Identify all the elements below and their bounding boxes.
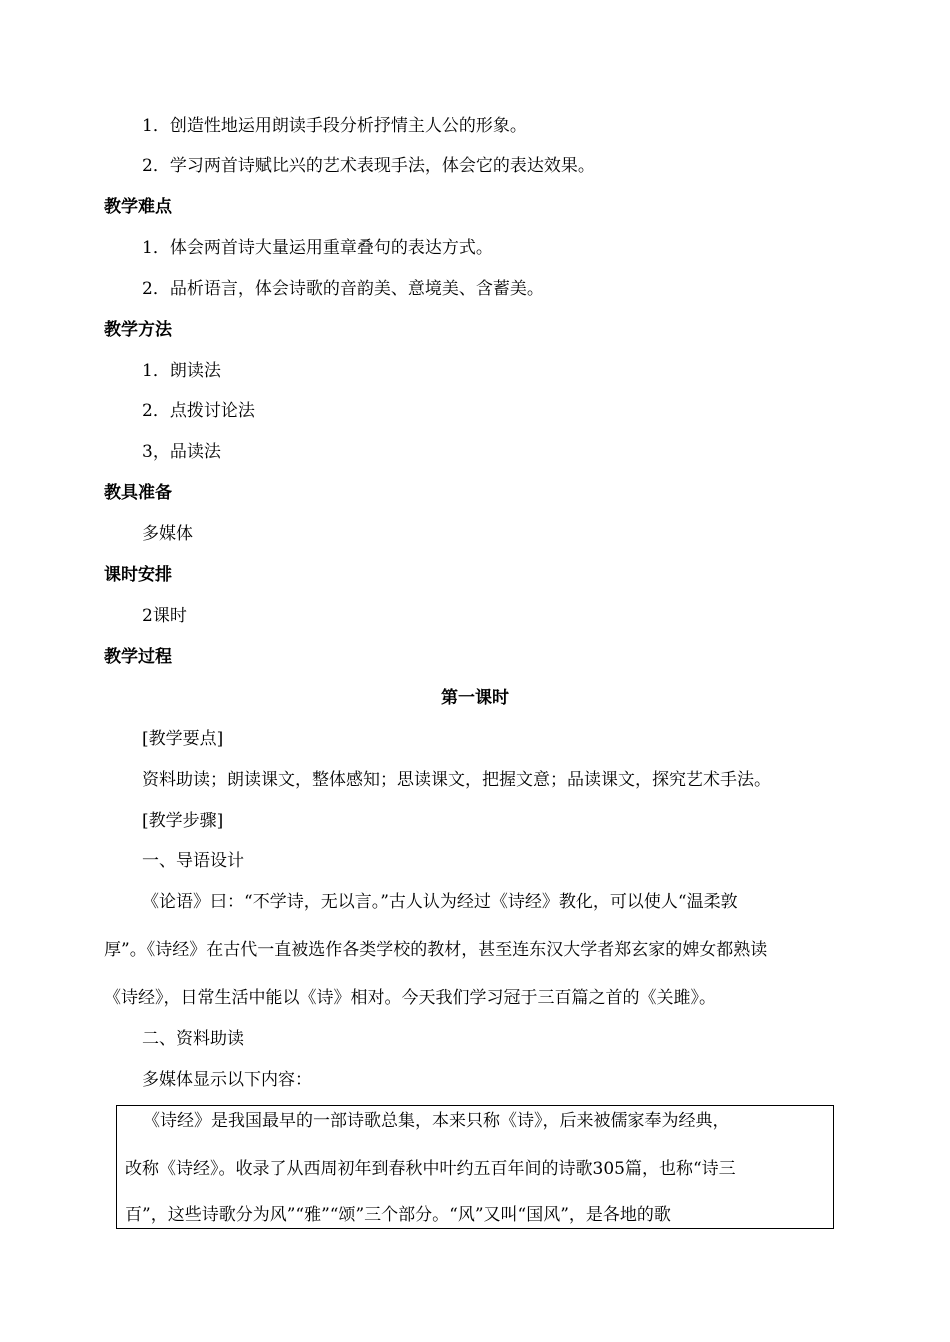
method-item-1: 1．朗读法: [142, 361, 221, 381]
section-title-materials: 二、资料助读: [142, 1029, 244, 1049]
difficulty-item-1: 1．体会两首诗大量运用重章叠句的表达方式。: [142, 238, 493, 258]
steps-label: [教学步骤]: [142, 811, 224, 831]
section-title-intro: 一、导语设计: [142, 851, 244, 871]
key-points-text: 资料助读；朗读课文，整体感知；思读课文，把握文意；品读课文，探究艺术手法。: [142, 770, 771, 790]
section-heading-difficulties: 教学难点: [104, 197, 172, 217]
method-item-2: 2．点拨讨论法: [142, 401, 255, 421]
objective-item-2: 2．学习两首诗赋比兴的艺术表现手法，体会它的表达效果。: [142, 156, 595, 176]
intro-paragraph-line-1: 《论语》曰：“不学诗，无以言。”古人认为经过《诗经》教化，可以使人“温柔敦: [142, 892, 738, 912]
intro-paragraph-line-3: 《诗经》，日常生活中能以《诗》相对。今天我们学习冠于三百篇之首的《关雎》。: [104, 988, 716, 1008]
section-heading-methods: 教学方法: [104, 320, 172, 340]
section-heading-tools: 教具准备: [104, 483, 172, 503]
section-heading-schedule: 课时安排: [104, 565, 172, 585]
method-item-3: 3，品读法: [142, 442, 221, 462]
intro-paragraph-line-2: 厚”。《诗经》在古代一直被选作各类学校的教材，甚至连东汉大学者郑玄家的婢女都熟读: [104, 940, 768, 960]
lesson-title: 第一课时: [441, 688, 509, 708]
box-line-2: 改称《诗经》。收录了从西周初年到春秋中叶约五百年间的诗歌305篇，也称“诗三: [125, 1159, 736, 1179]
media-intro-text: 多媒体显示以下内容：: [142, 1070, 312, 1090]
difficulty-item-2: 2．品析语言，体会诗歌的音韵美、意境美、含蓄美。: [142, 279, 544, 299]
box-line-1: 《诗经》是我国最早的一部诗歌总集，本来只称《诗》，后来被儒家奉为经典，: [143, 1111, 730, 1131]
tools-text: 多媒体: [142, 524, 193, 544]
objective-item-1: 1．创造性地运用朗读手段分析抒情主人公的形象。: [142, 116, 527, 136]
box-line-3: 百”，这些诗歌分为风”“雅”“颂”三个部分。“风”又叫“国风”，是各地的歌: [125, 1205, 671, 1225]
section-heading-process: 教学过程: [104, 647, 172, 667]
key-points-label: [教学要点]: [142, 729, 224, 749]
schedule-text: 2课时: [142, 606, 187, 626]
materials-text-box: [116, 1105, 834, 1229]
